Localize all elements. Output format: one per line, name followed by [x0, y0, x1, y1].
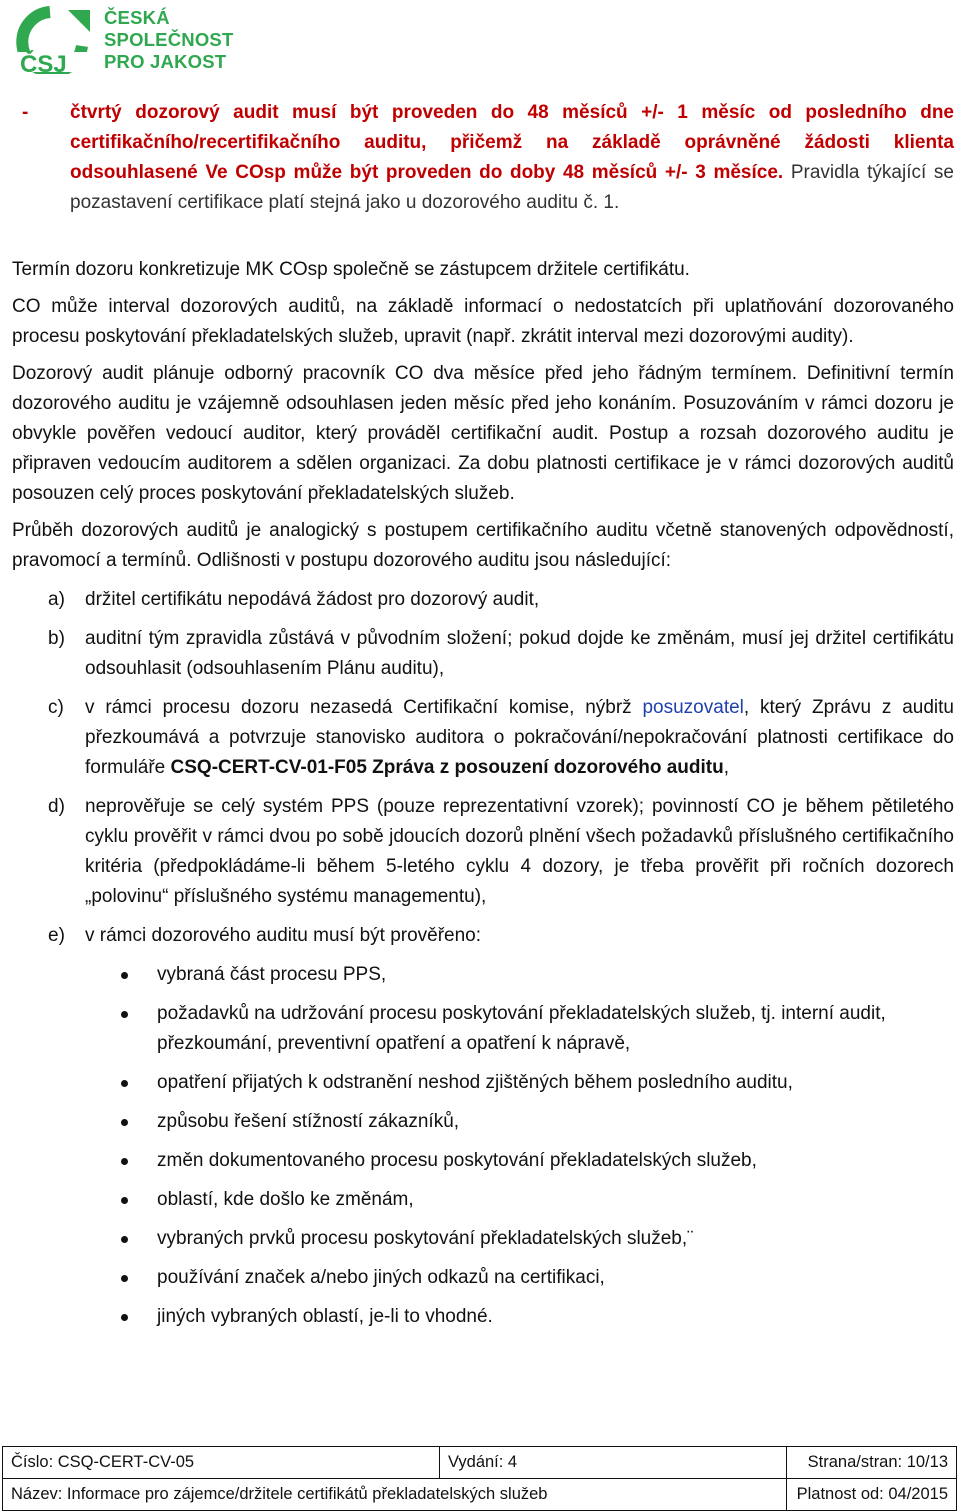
bullet-text: jiných vybraných oblastí, je-li to vhodné. [157, 1306, 493, 1327]
list-item-c [12, 693, 954, 783]
bullet-dot-icon [121, 1314, 128, 1321]
logo-wordmark [104, 7, 233, 73]
bullet-text: požadavků na udržování procesu poskytování překladatelských služeb, tj. interní audit, přezkoumání, preventivní opatření a opatření k nápravě, [157, 1003, 886, 1054]
document-body [12, 98, 954, 1341]
csj-logo-icon [10, 6, 96, 74]
bullet-text: používání značek a/nebo jiných odkazů na certifikaci, [157, 1267, 605, 1288]
dash-list-item [12, 98, 954, 218]
bullet-item [12, 1107, 954, 1137]
posuzovatel-link[interactable]: posuzovatel [642, 697, 744, 718]
footer-page-count: Strana/stran: 10/13 [787, 1447, 957, 1479]
bullet-dot-icon [121, 1119, 128, 1126]
bullet-item [12, 1302, 954, 1332]
bullet-dot-icon [121, 1197, 128, 1204]
bullet-text: změn dokumentovaného procesu poskytování překladatelských služeb, [157, 1150, 757, 1171]
bullet-item [12, 1068, 954, 1098]
bullet-list [12, 960, 954, 1332]
paragraph-planning: Dozorový audit plánuje odborný pracovník CO dva měsíce před jeho řádným termínem. Definitivní termín dozorového auditu je vzájemně odsouhlasen jeden měsíc před jeho konáním. Posuzováním v rámci dozoru je obvykle pověřen vedoucí auditor, který prováděl certifikační audit. Postup a rozsah dozorového auditu je připraven vedoucím auditorem a sdělen organizaci. Za dobu platnosti certifikace je v rámci dozorových auditů posouzen celý proces poskytování překladatelských služeb. [12, 363, 954, 504]
item-text: , [723, 757, 729, 778]
list-item-d [12, 792, 954, 912]
item-label: a) [48, 589, 65, 610]
item-label: b) [48, 628, 65, 649]
bullet-dot-icon [121, 1011, 128, 1018]
svg-text:ČSJ: ČSJ [20, 51, 67, 74]
bullet-text: vybraná část procesu PPS, [157, 964, 387, 985]
bullet-text: způsobu řešení stížností zákazníků, [157, 1111, 460, 1132]
bullet-dot-icon [121, 1080, 128, 1087]
paragraph-interval: CO může interval dozorových auditů, na základě informací o nedostatcích při uplatňování dozorovaného procesu poskytování překladatelských služeb, upravit (např. zkrátit interval mezi dozorovými audity). [12, 296, 954, 347]
suspension-rule-text: Pravidla týkající se pozastavení certifikace platí stejná jako u dozorového auditu č. 1. [70, 162, 954, 213]
list-item-e [12, 921, 954, 951]
footer-valid-from: Platnost od: 04/2015 [787, 1479, 957, 1511]
paragraph-dozor-term: Termín dozoru konkretizuje MK COsp společně se zástupcem držitele certifikátu. [12, 259, 690, 280]
bullet-item [12, 1146, 954, 1176]
item-label: d) [48, 796, 65, 817]
dash-marker: - [22, 102, 29, 123]
item-text: , který Zprávu z auditu přezkoumává a potvrzuje stanovisko auditora o pokračování/nepokračování platnosti certifikace do formuláře [85, 697, 954, 778]
item-label: c) [48, 697, 64, 718]
paragraph-differences: Průběh dozorových auditů je analogický s postupem certifikačního auditu včetně stanovených odpovědností, pravomocí a termínů. Odlišnosti v postupu dozorového auditu jsou následující: [12, 520, 954, 571]
bullet-item [12, 1263, 954, 1293]
list-item-a [12, 585, 954, 615]
footer-document-title: Název: Informace pro zájemce/držitele certifikátů překladatelských služeb [3, 1479, 787, 1511]
bullet-dot-icon [121, 972, 128, 979]
bullet-dot-icon [121, 1158, 128, 1165]
item-text: v rámci procesu dozoru nezasedá Certifikační komise, nýbrž [85, 697, 643, 718]
bullet-item [12, 1185, 954, 1215]
bullet-text: oblastí, kde došlo ke změnám, [157, 1189, 414, 1210]
bullet-dot-icon [121, 1236, 128, 1243]
logo-line-2: SPOLEČNOST [104, 29, 234, 50]
item-text: neprověřuje se celý systém PPS (pouze reprezentativní vzorek); povinností CO je během pětiletého cyklu prověřit v rámci dvou po sobě jdoucích dozorů plnění všech požadavků příslušného certifikačního kritéria (předpokládáme-li během 5-letého cyklu 4 dozory, je třeba prověřit při ročních dozorech „polovinu“ příslušného systému managementu), [85, 796, 954, 907]
item-label: e) [48, 925, 65, 946]
item-text: auditní tým zpravidla zůstává v původním složení; pokud dojde ke změnám, musí jej držitel certifikátu odsouhlasit (odsouhlasením Plánu auditu), [85, 628, 954, 679]
item-text: v rámci dozorového auditu musí být prověřeno: [85, 925, 482, 946]
logo-line-1: ČESKÁ [104, 7, 170, 28]
company-logo [8, 4, 248, 76]
document-footer [2, 1446, 957, 1511]
list-item-b [12, 624, 954, 684]
footer-edition: Vydání: 4 [440, 1447, 787, 1479]
bullet-text: vybraných prvků procesu poskytování překladatelských služeb,¨ [157, 1228, 694, 1249]
audit-deadline-text: čtvrtý dozorový audit musí být proveden do 48 měsíců +/- 1 měsíc od posledního dne certifikačního/recertifikačního auditu, přičemž na základě oprávněné žádosti klienta odsouhlasené Ve COsp může být proveden do doby 48 měsíců +/- 3 měsíce. [70, 102, 954, 183]
bullet-text: opatření přijatých k odstranění neshod zjištěných během posledního auditu, [157, 1072, 793, 1093]
bullet-item [12, 999, 954, 1059]
footer-document-number: Číslo: CSQ-CERT-CV-05 [3, 1447, 440, 1479]
bullet-item [12, 1224, 954, 1254]
form-reference: CSQ-CERT-CV-01-F05 Zpráva z posouzení dozorového auditu [170, 757, 724, 778]
logo-line-3: PRO JAKOST [104, 51, 227, 72]
bullet-dot-icon [121, 1275, 128, 1282]
bullet-item [12, 960, 954, 990]
item-text: držitel certifikátu nepodává žádost pro dozorový audit, [85, 589, 540, 610]
